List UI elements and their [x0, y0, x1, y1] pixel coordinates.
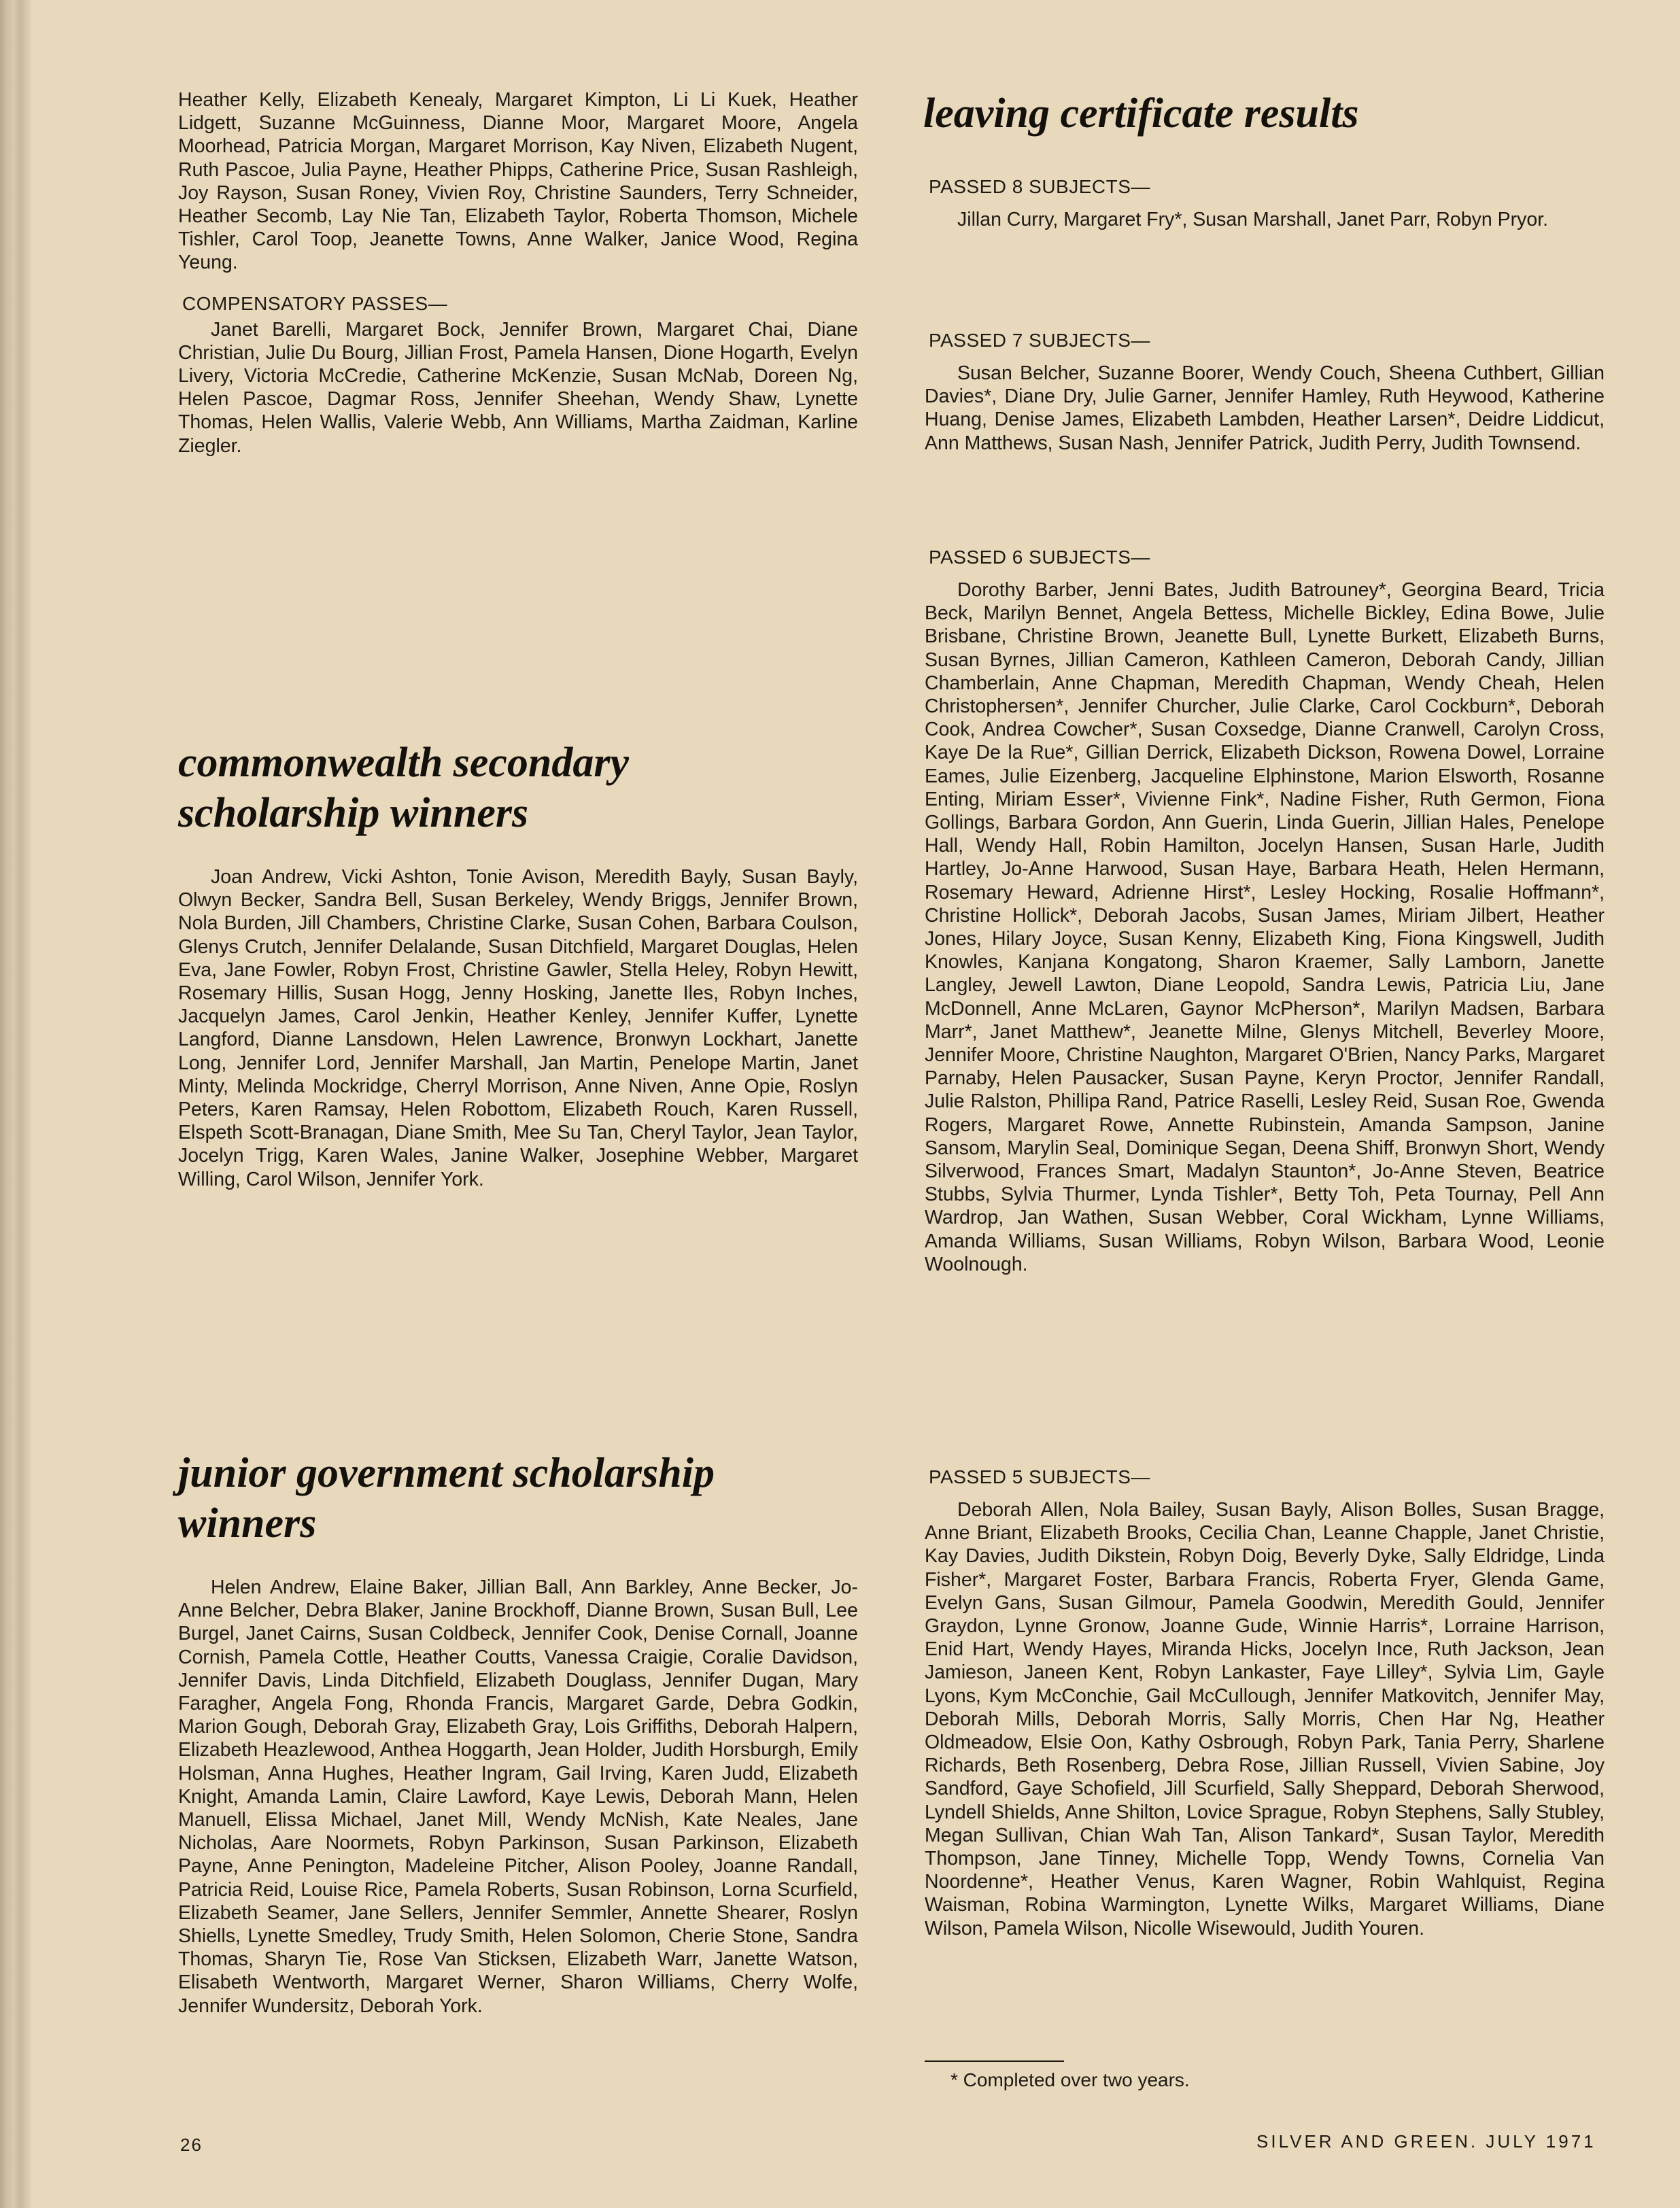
- commonwealth-heading-line2: scholarship winners: [178, 790, 529, 836]
- footnote: * Completed over two years.: [950, 2069, 1190, 2090]
- passed-7-heading: PASSED 7 SUBJECTS—: [929, 330, 1150, 351]
- passed-5-section: [925, 1466, 1605, 1940]
- publication-footer: SILVER AND GREEN. JULY 1971: [1256, 2131, 1596, 2152]
- commonwealth-section: [178, 738, 858, 1191]
- passed-8-section: [925, 175, 1605, 231]
- leaving-certificate-section: [923, 88, 1605, 139]
- commonwealth-heading-line1: commonwealth secondary: [178, 740, 630, 786]
- page-number: 26: [180, 2135, 203, 2155]
- passed-7-section: [925, 329, 1605, 455]
- passed-5-heading: PASSED 5 SUBJECTS—: [929, 1466, 1150, 1487]
- commonwealth-heading: [178, 738, 858, 838]
- passed-5-list: Deborah Allen, Nola Bailey, Susan Bayly, Alison Bolles, Susan Bragge, Anne Briant, Elizabeth Brooks, Cecilia Chan, Leanne Chapple, Janet Christie, Kay Davies, Judith Dikstein, Robyn Doig, Beverly Dyke, Sally Eldridge, Linda Fisher*, Margaret Foster, Barbara Francis, Roberta Fryer, Glenda Game, Evelyn Gans, Susan Gilmour, Pamela Goodwin, Meredith Gould, Jennifer Graydon, Lynne Gronow, Joanne Gude, Winnie Harris*, Lorraine Harrison, Enid Hart, Wendy Hayes, Miranda Hicks, Jocelyn Ince, Ruth Jackson, Jean Jamieson, Janeen Kent, Robyn Lankaster, Faye Lilley*, Sylvia Lim, Gayle Lyons, Kym McConchie, Gail McCullough, Jennifer Matkovitch, Jennifer May, Deborah Mills, Deborah Morris, Sally Morris, Chen Har Ng, Heather Oldmeadow, Elsie Oon, Kathy Osbrough, Robyn Park, Tania Perry, Sharlene Richards, Beth Rosenberg, Debra Rose, Jillian Russell, Vivien Sabine, Joy Sandford, Gaye Schofield, Jill Scurfield, Sally Sheppard, Deborah Sherwood, Lyndell Shields, Anne Shilton, Lovice Sprague, Robyn Stephens, Sally Stubley, Megan Sullivan, Chian Wah Tan, Alison Tankard*, Susan Taylor, Meredith Thompson, Jane Tinney, Michelle Topp, Wendy Towns, Cornelia Van Noordenne*, Heather Venus, Karen Wagner, Robin Wahlquist, Regina Waisman, Robina Warmington, Lynette Wilks, Margaret Williams, Diane Wilson, Pamela Wilson, Nicolle Wisewould, Judith Youren.: [925, 1499, 1605, 1939]
- commonwealth-names-list: Joan Andrew, Vicki Ashton, Tonie Avison, Meredith Bayly, Susan Bayly, Olwyn Becker, Sandra Bell, Susan Berkeley, Wendy Briggs, Jennifer Brown, Nola Burden, Jill Chambers, Christine Clarke, Susan Cohen, Barbara Coulson, Glenys Crutch, Jennifer Delalande, Susan Ditchfield, Margaret Douglas, Helen Eva, Jane Fowler, Robyn Frost, Christine Gawler, Stella Heley, Robyn Hewitt, Rosemary Hillis, Susan Hogg, Jenny Hosking, Janette Iles, Robyn Inches, Jacquelyn James, Carol Jenkin, Heather Kenley, Jennifer Kuffer, Lynette Langford, Dianne Lansdown, Helen Lawrence, Bronwyn Lockhart, Janette Long, Jennifer Lord, Jennifer Marshall, Jan Martin, Penelope Martin, Janet Minty, Melinda Mockridge, Cherryl Morrison, Anne Niven, Anne Opie, Roslyn Peters, Karen Ramsay, Helen Robottom, Elizabeth Rouch, Karen Russell, Elspeth Scott-Branagan, Diane Smith, Mee Su Tan, Cheryl Taylor, Jean Taylor, Jocelyn Trigg, Karen Wales, Janine Walker, Josephine Webber, Margaret Willing, Carol Wilson, Jennifer York.: [178, 866, 858, 1190]
- junior-section: [178, 1448, 858, 2018]
- compensatory-passes-list: Janet Barelli, Margaret Bock, Jennifer Brown, Margaret Chai, Diane Christian, Julie Du Bourg, Jillian Frost, Pamela Hansen, Dione Hogarth, Evelyn Livery, Victoria McCredie, Catherine McKenzie, Susan McNab, Doreen Ng, Helen Pascoe, Dagmar Ross, Jennifer Sheehan, Wendy Shaw, Lynette Thomas, Helen Wallis, Valerie Webb, Ann Williams, Martha Zaidman, Karline Ziegler.: [178, 318, 858, 457]
- continued-names-list: Heather Kelly, Elizabeth Kenealy, Margaret Kimpton, Li Li Kuek, Heather Lidgett, Suzanne McGuinness, Dianne Moor, Margaret Moore, Angela Moorhead, Patricia Morgan, Margaret Morrison, Kay Niven, Elizabeth Nugent, Ruth Pascoe, Julia Payne, Heather Phipps, Catherine Price, Susan Rashleigh, Joy Rayson, Susan Roney, Vivien Roy, Christine Saunders, Terry Schneider, Heather Secomb, Lay Nie Tan, Elizabeth Taylor, Roberta Thomson, Michele Tishler, Carol Toop, Jeanette Towns, Anne Walker, Janice Wood, Regina Yeung.: [178, 89, 858, 274]
- junior-heading: [178, 1448, 858, 1549]
- passed-6-list: Dorothy Barber, Jenni Bates, Judith Batrouney*, Georgina Beard, Tricia Beck, Marilyn Bennet, Angela Bettess, Michelle Bickley, Edina Bowe, Julie Brisbane, Christine Brown, Jeanette Bull, Lynette Burkett, Elizabeth Burns, Susan Byrnes, Jillian Cameron, Kathleen Cameron, Deborah Candy, Jillian Chamberlain, Anne Chapman, Meredith Chapman, Wendy Cheah, Helen Christophersen*, Jennifer Churcher, Julie Clarke, Carol Cockburn*, Deborah Cook, Andrea Cowcher*, Susan Coxsedge, Dianne Cranwell, Carolyn Cross, Kaye De la Rue*, Gillian Derrick, Elizabeth Dickson, Rowena Dowel, Lorraine Eames, Julie Eizenberg, Jacqueline Elphinstone, Marion Elsworth, Rosanne Enting, Miriam Esser*, Vivienne Fink*, Nadine Fisher, Ruth Germon, Fiona Gollings, Barbara Gordon, Ann Guerin, Linda Guerin, Jillian Hales, Penelope Hall, Wendy Hall, Robin Hamilton, Jocelyn Hansen, Susan Harle, Judith Hartley, Jo-Anne Harwood, Susan Haye, Barbara Heath, Helen Hermann, Rosemary Heward, Adrienne Hirst*, Lesley Hocking, Rosalie Hoffmann*, Christine Hollick*, Deborah Jacobs, Susan James, Miriam Jilbert, Heather Jones, Hilary Joyce, Susan Kenny, Elizabeth King, Fiona Kingswell, Judith Knowles, Kanjana Kongatong, Sharon Kraemer, Sally Lamborn, Janette Langley, Jewell Lawton, Diane Leopold, Sandra Lewis, Patricia Liu, Jane McDonnell, Anne McLaren, Gaynor McPherson*, Marilyn Madsen, Barbara Marr*, Janet Matthew*, Jeanette Milne, Glenys Mitchell, Beverley Moore, Jennifer Moore, Christine Naughton, Margaret O'Brien, Nancy Parks, Margaret Parnaby, Helen Pausacker, Susan Payne, Keryn Proctor, Jennifer Randall, Julie Ralston, Phillipa Rand, Patrice Raselli, Lesley Reid, Susan Roe, Gwenda Rogers, Margaret Rowe, Annette Rubinstein, Amanda Sampson, Janine Sansom, Marylin Seal, Dominique Segan, Deena Shiff, Bronwyn Short, Wendy Silverwood, Frances Smart, Madalyn Staunton*, Jo-Anne Steven, Beatrice Stubbs, Sylvia Thurmer, Lynda Tishler*, Betty Toh, Peta Tournay, Pell Ann Wardrop, Jan Wathen, Susan Webber, Coral Wickham, Lynne Williams, Amanda Williams, Susan Williams, Robyn Wilson, Barbara Wood, Leonie Woolnough.: [925, 579, 1605, 1275]
- left-column: [178, 88, 858, 458]
- junior-names-list: Helen Andrew, Elaine Baker, Jillian Ball, Ann Barkley, Anne Becker, Jo-Anne Belcher, Debra Blaker, Janine Brockhoff, Dianne Brown, Susan Bull, Lee Burgel, Janet Cairns, Susan Coldbeck, Jennifer Cook, Denise Cornall, Joanne Cornish, Pamela Cottle, Heather Coutts, Vanessa Craigie, Coralie Davidson, Jennifer Davis, Linda Ditchfield, Elizabeth Douglass, Jennifer Dugan, Mary Faragher, Angela Fong, Rhonda Francis, Margaret Garde, Debra Godkin, Marion Gough, Deborah Gray, Elizabeth Gray, Lois Griffiths, Deborah Halpern, Elizabeth Heazlewood, Anthea Hoggarth, Jean Holder, Judith Horsburgh, Emily Holsman, Anna Hughes, Heather Ingram, Gail Irving, Karen Judd, Elizabeth Knight, Amanda Lamin, Claire Lawford, Kaye Lewis, Deborah Mann, Helen Manuell, Elissa Michael, Janet Mill, Wendy McNish, Kate Neales, Jane Nicholas, Aare Noormets, Robyn Parkinson, Susan Parkinson, Elizabeth Payne, Anne Penington, Madeleine Pitcher, Alison Pooley, Joanne Randall, Patricia Reid, Louise Rice, Pamela Roberts, Susan Robinson, Lorna Scurfield, Elizabeth Seamer, Jane Sellers, Jennifer Semmler, Annette Shearer, Roslyn Shiells, Lynette Smedley, Trudy Smith, Helen Solomon, Cherie Stone, Sandra Thomas, Sharyn Tie, Rose Van Sticksen, Elizabeth Warr, Janette Watson, Elisabeth Wentworth, Margaret Werner, Sharon Williams, Cherry Wolfe, Jennifer Wundersitz, Deborah York.: [178, 1576, 858, 2017]
- passed-8-heading: PASSED 8 SUBJECTS—: [929, 176, 1150, 197]
- passed-6-section: [925, 546, 1605, 1276]
- compensatory-passes-heading: COMPENSATORY PASSES—: [182, 292, 448, 314]
- passed-7-list: Susan Belcher, Suzanne Boorer, Wendy Couch, Sheena Cuthbert, Gillian Davies*, Diane Dry, Julie Garner, Jennifer Hamley, Ruth Heywood, Katherine Huang, Denise James, Elizabeth Lambden, Heather Larsen*, Deidre Liddicut, Ann Matthews, Susan Nash, Jennifer Patrick, Judith Perry, Judith Townsend.: [925, 362, 1605, 454]
- page-edge: [0, 0, 31, 2208]
- junior-heading-line1: junior government scholarship: [178, 1450, 715, 1496]
- footnote-rule: [925, 2060, 1064, 2062]
- junior-heading-line2: winners: [178, 1500, 317, 1547]
- passed-6-heading: PASSED 6 SUBJECTS—: [929, 547, 1150, 568]
- leaving-certificate-heading: leaving certificate results: [923, 90, 1359, 137]
- passed-8-list: Jillan Curry, Margaret Fry*, Susan Marshall, Janet Parr, Robyn Pryor.: [957, 209, 1549, 230]
